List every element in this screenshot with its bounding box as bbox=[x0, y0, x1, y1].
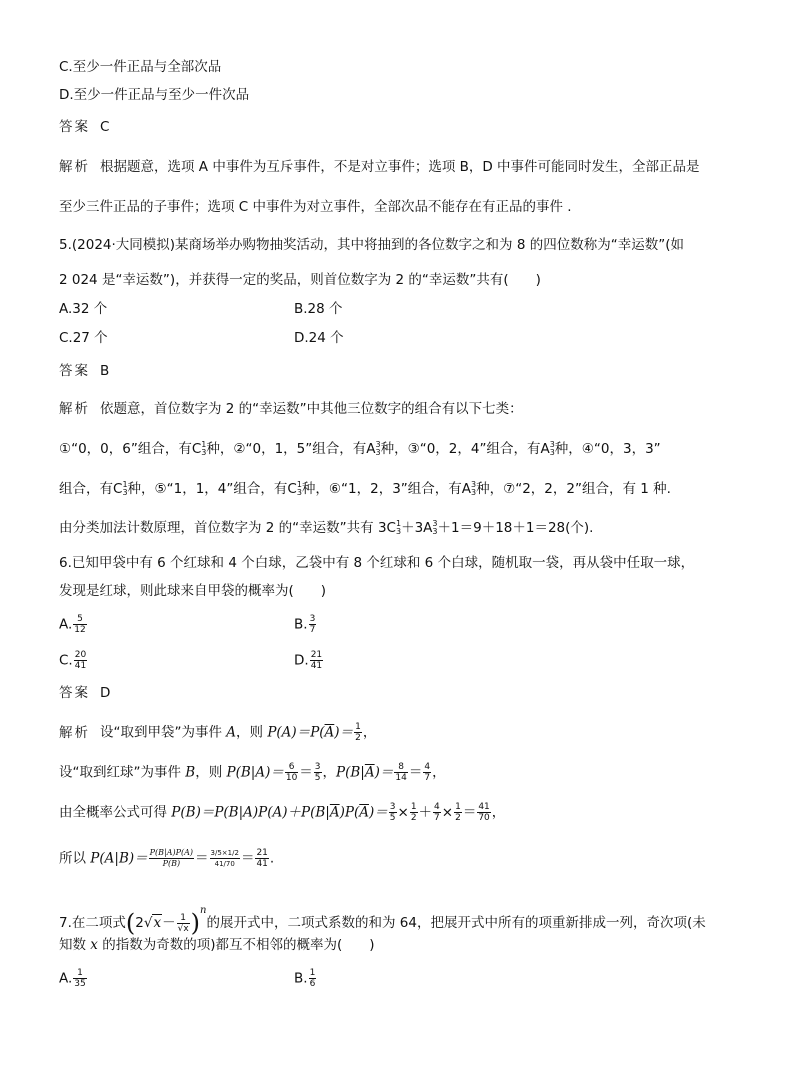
paren: ) bbox=[190, 909, 201, 937]
denominator: 7 bbox=[309, 625, 316, 635]
q4-analysis-line2: 至少三件正品的子事件；选项 C 中事件为对立事件，全部次品不能存在有正品的事件 . bbox=[59, 199, 572, 215]
punct: . bbox=[269, 850, 275, 867]
text: 的展开式中，二项式系数的和为 64，把展开式中所有的项重新排成一列，奇次项(未 bbox=[206, 915, 706, 931]
numerator: 3 bbox=[309, 614, 316, 624]
sup-index: 3 bbox=[549, 440, 555, 449]
text: 种，⑤“1，1，4”组合，有 bbox=[127, 481, 288, 497]
q6-analysis-line2 bbox=[59, 762, 446, 783]
sub-index: 3 bbox=[549, 448, 555, 457]
numerator: 1 bbox=[455, 802, 461, 812]
q6-stem-line2: 发现是红球，则此球来自甲袋的概率为( ) bbox=[59, 583, 327, 599]
q5-stem-line2: 2 024 是“幸运数”)，并获得一定的奖品，则首位数字为 2 的“幸运数”共有( ) bbox=[59, 272, 541, 288]
fraction bbox=[309, 614, 317, 635]
analysis-label: 解析 bbox=[59, 724, 90, 741]
q5-option-a: A.32 个 bbox=[59, 301, 108, 317]
denominator: 7 bbox=[424, 773, 431, 783]
numerator: 1 bbox=[73, 968, 86, 979]
numerator: 6 bbox=[285, 762, 298, 773]
answer-value: D bbox=[100, 685, 111, 701]
sup-index: 1 bbox=[395, 519, 402, 528]
punct: ， bbox=[432, 764, 446, 781]
q6-analysis-line4 bbox=[59, 848, 274, 869]
sup-index: 3 bbox=[375, 440, 381, 449]
fraction bbox=[255, 848, 268, 869]
fraction bbox=[454, 802, 462, 823]
fraction bbox=[394, 762, 407, 783]
math-var-bar: $\overline{A}$ bbox=[324, 724, 335, 741]
q5-stem-line1: 5.(2024·大同模拟)某商场举办购物抽奖活动，其中将抽到的各位数字之和为 8 的四位数称为“幸运数”(如 bbox=[59, 237, 684, 253]
fraction bbox=[74, 650, 87, 671]
text: 的指数为奇数的项)都互不相邻的概率为( ) bbox=[97, 937, 375, 953]
text: 知数 bbox=[59, 937, 91, 953]
numerator: 21 bbox=[310, 650, 323, 660]
numerator: 5 bbox=[73, 614, 86, 625]
q6-answer bbox=[59, 684, 110, 702]
answer-label: 答案 bbox=[59, 119, 90, 135]
text: ＋1＝9＋18＋1＝28(个). bbox=[437, 520, 594, 536]
numerator: 4 bbox=[424, 762, 431, 772]
answer-label: 答案 bbox=[59, 685, 90, 701]
sup-index: 1 bbox=[296, 480, 302, 489]
text: ＋3 bbox=[401, 520, 424, 536]
math-expr: )＝ bbox=[374, 764, 394, 781]
math-var-bar: $\overline{A}$ bbox=[364, 764, 375, 781]
math-expr: P(A|B)＝ bbox=[90, 850, 148, 867]
fraction bbox=[177, 913, 190, 934]
option-letter: B. bbox=[294, 970, 308, 987]
analysis-label: 解析 bbox=[59, 401, 90, 417]
fraction bbox=[314, 762, 322, 783]
text: ，则 bbox=[195, 764, 227, 781]
q4-option-c: C.至少一件正品与全部次品 bbox=[59, 59, 222, 75]
text: 种，③“0，2，4”组合，有 bbox=[380, 441, 541, 457]
math-var: x bbox=[90, 937, 98, 953]
math-expr: )＝ bbox=[368, 804, 388, 821]
sub-index: 3 bbox=[296, 488, 302, 497]
text: 种，⑥“1，2，3”组合，有 bbox=[301, 481, 462, 497]
punct: ， bbox=[322, 764, 337, 781]
math-expr: )＝ bbox=[334, 724, 354, 741]
answer-value: B bbox=[100, 363, 110, 379]
q6-option-b bbox=[294, 614, 317, 635]
equals: ＝ bbox=[299, 764, 313, 781]
numerator: 3 bbox=[314, 762, 321, 772]
denominator: 5 bbox=[314, 773, 321, 783]
analysis-text: 依题意，首位数字为 2 的“幸运数”中其他三位数字的组合有以下七类： bbox=[100, 401, 523, 417]
q6-option-a bbox=[59, 614, 88, 635]
q5-option-b: B.28 个 bbox=[294, 301, 343, 317]
numerator: 21 bbox=[256, 848, 268, 858]
text: 由分类加法计数原理，首位数字为 2 的“幸运数”共有 3 bbox=[59, 520, 387, 536]
fraction bbox=[310, 650, 323, 671]
numerator: 1 bbox=[410, 802, 417, 812]
denominator: 35 bbox=[74, 979, 86, 989]
sub-index: 3 bbox=[432, 527, 438, 536]
punct: ， bbox=[491, 804, 506, 821]
math-var-bar: $\overline{A}$ bbox=[329, 804, 340, 821]
numerator: 3/5×1/2 bbox=[210, 849, 239, 857]
q7-stem-line2 bbox=[59, 936, 375, 954]
text: 种，④“0，3，3” bbox=[554, 441, 661, 457]
q5-analysis-line2 bbox=[59, 440, 661, 458]
text: 组合，有 bbox=[59, 481, 113, 497]
q5-analysis-line3 bbox=[59, 480, 671, 498]
math-expr: P(B| bbox=[336, 764, 365, 781]
numerator: 1 bbox=[355, 722, 361, 732]
combination-symbol: C bbox=[113, 481, 123, 497]
denominator: 2 bbox=[355, 733, 361, 743]
q7-option-a bbox=[59, 968, 88, 989]
q4-analysis-line1 bbox=[59, 158, 700, 176]
q6-stem-line1: 6.已知甲袋中有 6 个红球和 4 个白球，乙袋中有 8 个红球和 6 个白球，随机取一袋，再从袋中任取一球， bbox=[59, 555, 695, 571]
numerator: 8 bbox=[394, 762, 407, 773]
minus: － bbox=[162, 915, 176, 931]
sqrt-icon: √ bbox=[143, 915, 153, 931]
math-var-bar: $\overline{A}$ bbox=[359, 804, 369, 821]
sub-index: 3 bbox=[395, 527, 402, 536]
sub-index: 3 bbox=[375, 448, 381, 457]
times: × bbox=[397, 804, 409, 821]
sup-index: 3 bbox=[471, 480, 477, 489]
denominator: √x bbox=[177, 923, 189, 934]
q6-option-d bbox=[294, 650, 324, 671]
fraction bbox=[73, 968, 86, 989]
denominator: 12 bbox=[74, 625, 86, 635]
q6-option-c bbox=[59, 650, 88, 671]
q4-answer bbox=[59, 118, 109, 136]
denominator: 7 bbox=[434, 813, 440, 823]
denominator: 70 bbox=[478, 813, 490, 823]
option-letter: B. bbox=[294, 616, 308, 633]
numerator: 4 bbox=[434, 802, 440, 812]
sub-index: 3 bbox=[201, 448, 207, 457]
math-expr: P(A)＝P( bbox=[267, 724, 325, 741]
fraction bbox=[433, 802, 441, 823]
q4-option-d: D.至少一件正品与至少一件次品 bbox=[59, 87, 250, 103]
arrangement-symbol: A bbox=[423, 520, 433, 536]
q5-analysis-line1 bbox=[59, 400, 523, 418]
q7-option-b bbox=[294, 968, 317, 989]
math-expr: P(B|A)＝ bbox=[226, 764, 284, 781]
text: 种，⑦“2，2，2”组合，有 1 种. bbox=[476, 481, 671, 497]
denominator: P(B) bbox=[162, 859, 181, 868]
arrangement-symbol: A bbox=[540, 441, 550, 457]
fraction bbox=[149, 848, 194, 869]
sup-index: 3 bbox=[432, 519, 438, 528]
fraction bbox=[477, 802, 490, 823]
q5-option-c: C.27 个 bbox=[59, 330, 108, 346]
text: ，则 bbox=[236, 724, 268, 741]
fraction bbox=[410, 802, 418, 823]
denominator: 14 bbox=[395, 773, 407, 783]
equals: ＝ bbox=[240, 850, 255, 867]
q7-stem-line1 bbox=[59, 902, 706, 937]
denominator: 41 bbox=[256, 859, 268, 869]
denominator: 10 bbox=[285, 773, 298, 783]
analysis-text: 根据题意，选项 A 中事件为互斥事件，不是对立事件；选项 B，D 中事件可能同时发生，全部正品是 bbox=[100, 159, 700, 175]
denominator: 6 bbox=[309, 979, 316, 989]
numerator: 3 bbox=[389, 802, 396, 812]
text: 由全概率公式可得 bbox=[59, 804, 172, 821]
fraction bbox=[210, 848, 240, 869]
times: × bbox=[441, 804, 454, 821]
q6-analysis-line1 bbox=[59, 722, 376, 743]
fraction bbox=[354, 722, 362, 743]
numerator: P(B|A)P(A) bbox=[149, 848, 194, 857]
denominator: 5 bbox=[389, 813, 396, 823]
q5-option-d: D.24 个 bbox=[294, 330, 344, 346]
math-var: B bbox=[185, 764, 196, 781]
fraction bbox=[423, 762, 431, 783]
text: 设“取到红球”为事件 bbox=[59, 764, 186, 781]
fraction bbox=[73, 614, 86, 635]
combination-symbol: C bbox=[287, 481, 297, 497]
math-expr: )P( bbox=[339, 804, 360, 821]
plus: ＋ bbox=[418, 804, 433, 821]
option-letter: A. bbox=[59, 616, 73, 633]
combination-symbol: C bbox=[386, 520, 396, 536]
numerator: 41 bbox=[478, 802, 490, 812]
punct: ， bbox=[362, 724, 377, 741]
numerator: 1 bbox=[309, 968, 316, 978]
option-letter: A. bbox=[59, 970, 73, 987]
q5-answer bbox=[59, 362, 109, 380]
fraction bbox=[309, 968, 317, 989]
answer-label: 答案 bbox=[59, 363, 90, 379]
equals: ＝ bbox=[462, 804, 477, 821]
denominator: 2 bbox=[410, 813, 417, 823]
sup-index: 1 bbox=[201, 440, 207, 449]
denominator: 2 bbox=[455, 813, 461, 823]
numerator: 20 bbox=[74, 650, 87, 660]
fraction bbox=[389, 802, 397, 823]
combination-symbol: C bbox=[191, 441, 202, 457]
text: 7.在二项式 bbox=[59, 915, 126, 931]
arrangement-symbol: A bbox=[461, 481, 472, 497]
equals: ＝ bbox=[195, 850, 209, 867]
numerator: 1 bbox=[177, 913, 190, 924]
denominator: 41 bbox=[310, 661, 323, 671]
math-var: A bbox=[226, 724, 237, 741]
text: 种，②“0，1，5”组合，有 bbox=[206, 441, 367, 457]
fraction bbox=[285, 762, 298, 783]
math-var: x bbox=[153, 915, 162, 931]
math-expr: P(B)＝P(B|A)P(A)＋P(B| bbox=[171, 804, 330, 821]
equals: ＝ bbox=[408, 764, 423, 781]
answer-value: C bbox=[100, 119, 110, 135]
q5-analysis-line4 bbox=[59, 519, 593, 537]
option-letter: C. bbox=[59, 652, 73, 669]
denominator: 41/70 bbox=[214, 860, 235, 868]
analysis-label: 解析 bbox=[59, 159, 90, 175]
text: 所以 bbox=[59, 850, 91, 867]
text: 设“取到甲袋”为事件 bbox=[100, 724, 227, 741]
sub-index: 3 bbox=[471, 488, 477, 497]
option-letter: D. bbox=[294, 652, 309, 669]
sup-index: 1 bbox=[122, 480, 128, 489]
arrangement-symbol: A bbox=[366, 441, 376, 457]
exponent: n bbox=[200, 905, 207, 916]
math-num: 2 bbox=[135, 915, 144, 931]
q6-analysis-line3 bbox=[59, 802, 505, 823]
denominator: 41 bbox=[74, 661, 87, 671]
text: ①“0，0，6”组合，有 bbox=[59, 441, 192, 457]
sub-index: 3 bbox=[122, 488, 128, 497]
paren: ( bbox=[125, 909, 136, 937]
